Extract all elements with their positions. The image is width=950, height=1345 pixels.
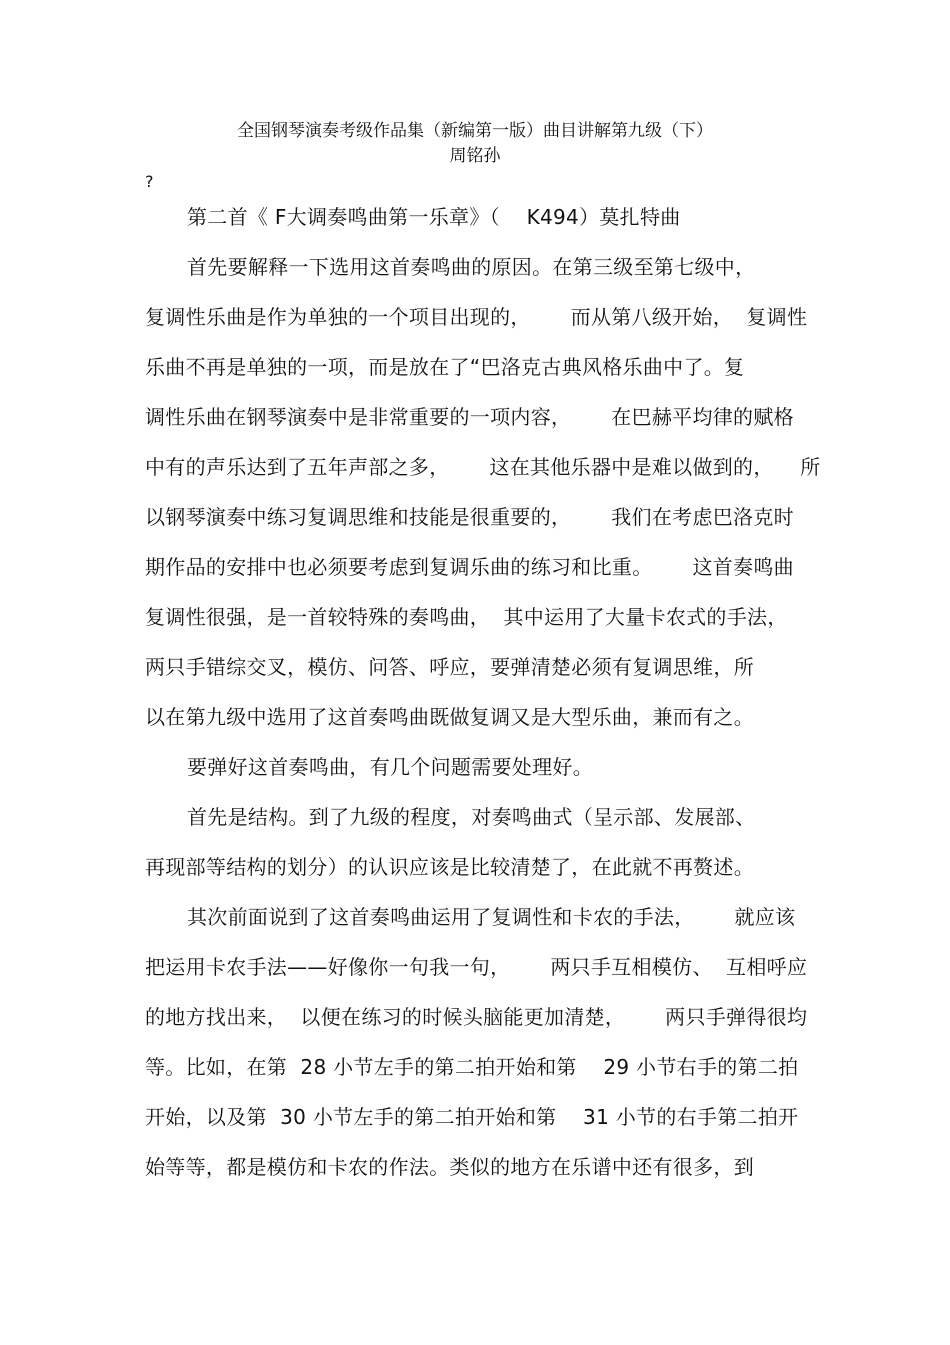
- text-line: 复调性乐曲是作为单独的一个项目出现的， 而从第八级开始， 复调性: [145, 305, 808, 329]
- text-line: 调性乐曲在钢琴演奏中是非常重要的一项内容， 在巴赫平均律的赋格: [145, 405, 794, 429]
- text-line: 把运用卡农手法——好像你一句我一句， 两只手互相模仿、 互相呼应: [145, 955, 808, 979]
- text-line: 开始，以及第 30 小节左手的第二拍开始和第 31 小节的右手第二拍开: [145, 1105, 799, 1129]
- text-line: 以在第九级中选用了这首奏鸣曲既做复调又是大型乐曲，兼而有之。: [145, 705, 754, 729]
- text-line: 首先是结构。到了九级的程度，对奏鸣曲式（呈示部、发展部、: [187, 805, 756, 829]
- document-title: 全国钢琴演奏考级作品集（新编第一版）曲目讲解第九级（下）: [237, 121, 713, 141]
- text-line: 首先要解释一下选用这首奏鸣曲的原因。在第三级至第七级中，: [187, 255, 756, 279]
- text-line: 其次前面说到了这首奏鸣曲运用了复调性和卡农的手法， 就应该: [187, 905, 796, 929]
- text-line: 中有的声乐达到了五年声部之多， 这在其他乐器中是难以做到的， 所: [145, 455, 821, 479]
- text-line: 始等等，都是模仿和卡农的作法。类似的地方在乐谱中还有很多，到: [145, 1155, 754, 1179]
- stray-question-mark: ?: [145, 172, 154, 191]
- text-line: 乐曲不再是单独的一项，而是放在了“巴洛克古典风格乐曲中了。复: [145, 355, 745, 379]
- text-line: 再现部等结构的划分）的认识应该是比较清楚了，在此就不再赘述。: [145, 855, 754, 879]
- text-line: 等。比如，在第 28 小节左手的第二拍开始和第 29 小节右手的第二拍: [145, 1055, 799, 1079]
- text-line: 期作品的安排中也必须要考虑到复调乐曲的练习和比重。 这首奏鸣曲: [145, 555, 794, 579]
- piece-heading: 第二首《 F大调奏鸣曲第一乐章》（ K494）莫扎特曲: [187, 205, 681, 229]
- text-line: 的地方找出来， 以便在练习的时候头脑能更加清楚， 两只手弹得很均: [145, 1005, 808, 1029]
- author-name: 周铭孙: [449, 146, 501, 166]
- text-line: 复调性很强，是一首较特殊的奏鸣曲， 其中运用了大量卡农式的手法，: [145, 605, 788, 629]
- text-line: 以钢琴演奏中练习复调思维和技能是很重要的， 我们在考虑巴洛克时: [145, 505, 794, 529]
- text-line: 要弹好这首奏鸣曲，有几个问题需要处理好。: [187, 755, 593, 779]
- text-line: 两只手错综交叉，模仿、问答、呼应，要弹清楚必须有复调思维，所: [145, 655, 754, 679]
